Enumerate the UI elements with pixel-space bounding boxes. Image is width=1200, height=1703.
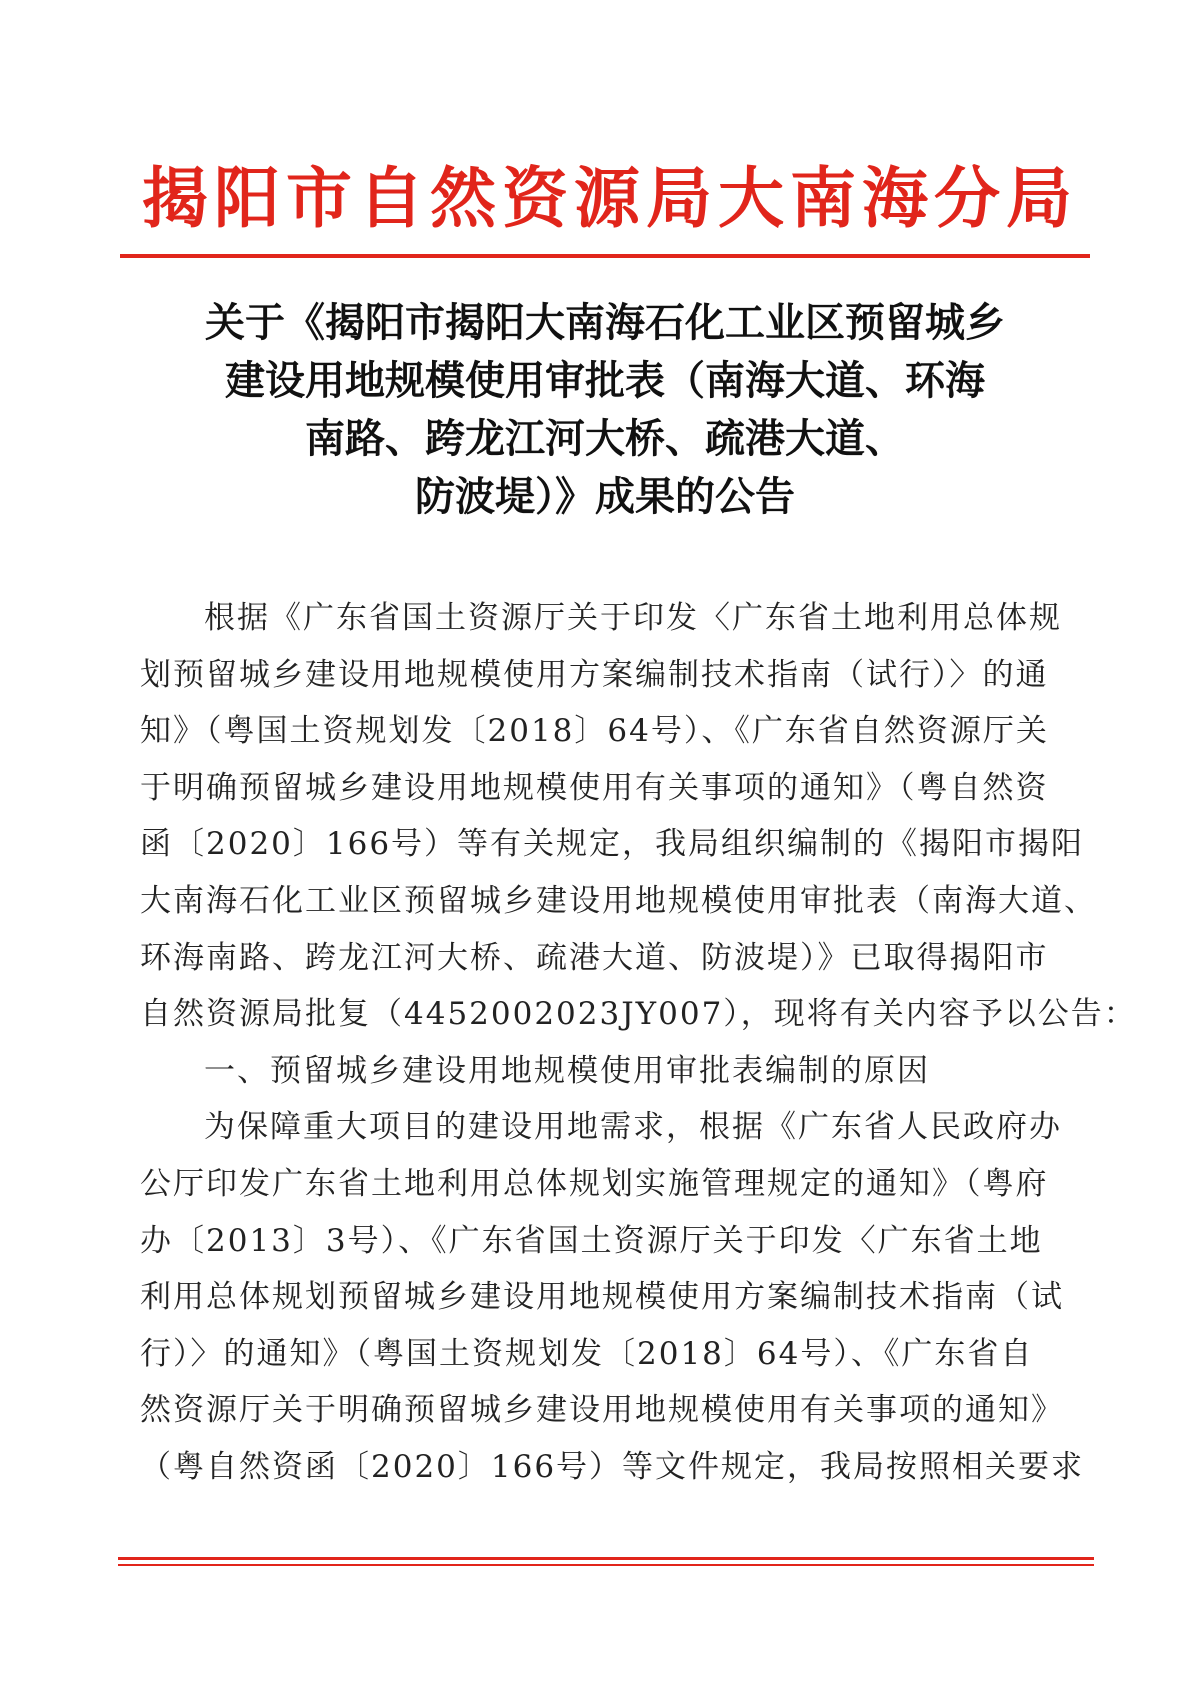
title-line: 关于《揭阳市揭阳大南海石化工业区预留城乡 bbox=[205, 299, 1005, 346]
body-line: 知》（粤国土资规划发〔2018〕64号）、《广东省自然资源厅关 bbox=[140, 713, 1049, 750]
body-line: 办〔2013〕3号）、《广东省国土资源厅关于印发〈广东省土地 bbox=[140, 1222, 1043, 1259]
body-line: 自然资源局批复（4452002023JY007），现将有关内容予以公告： bbox=[140, 996, 1137, 1033]
notice-title bbox=[120, 294, 1090, 526]
letterhead-red-rule bbox=[120, 254, 1090, 258]
title-line: 建设用地规模使用审批表（南海大道、环海 bbox=[225, 357, 985, 404]
section-heading: 一、预留城乡建设用地规模使用审批表编制的原因 bbox=[204, 1052, 930, 1089]
footer-red-rule bbox=[118, 1557, 1094, 1560]
letterhead: 揭阳市自然资源局大南海分局 bbox=[142, 159, 1078, 237]
body-line: （粤自然资函〔2020〕166号）等文件规定，我局按照相关要求 bbox=[140, 1448, 1085, 1485]
body-line: 根据《广东省国土资源厅关于印发〈广东省土地利用总体规 bbox=[204, 600, 1062, 636]
title-line: 防波堤）》成果的公告 bbox=[415, 473, 795, 520]
body-line: 利用总体规划预留城乡建设用地规模使用方案编制技术指南（试 bbox=[140, 1279, 1064, 1316]
body-line: 然资源厅关于明确预留城乡建设用地规模使用有关事项的通知》 bbox=[140, 1392, 1064, 1429]
body-line: 为保障重大项目的建设用地需求，根据《广东省人民政府办 bbox=[204, 1109, 1062, 1146]
body-line: 环海南路、跨龙江河大桥、疏港大道、防波堤）》已取得揭阳市 bbox=[140, 939, 1049, 976]
body-line: 行）〉的通知》（粤国土资规划发〔2018〕64号）、《广东省自 bbox=[140, 1335, 1034, 1372]
title-line: 南路、跨龙江河大桥、疏港大道、 bbox=[305, 415, 905, 462]
body-line: 公厅印发广东省土地利用总体规划实施管理规定的通知》（粤府 bbox=[140, 1165, 1049, 1202]
body-line: 函〔2020〕166号）等有关规定，我局组织编制的《揭阳市揭阳 bbox=[140, 826, 1085, 863]
body-line: 大南海石化工业区预留城乡建设用地规模使用审批表（南海大道、 bbox=[140, 882, 1097, 919]
notice-body bbox=[140, 590, 1137, 1496]
body-line: 划预留城乡建设用地规模使用方案编制技术指南（试行）〉的通 bbox=[140, 656, 1049, 693]
footer-red-rule-thin bbox=[118, 1564, 1094, 1566]
body-line: 于明确预留城乡建设用地规模使用有关事项的通知》（粤自然资 bbox=[140, 769, 1049, 806]
